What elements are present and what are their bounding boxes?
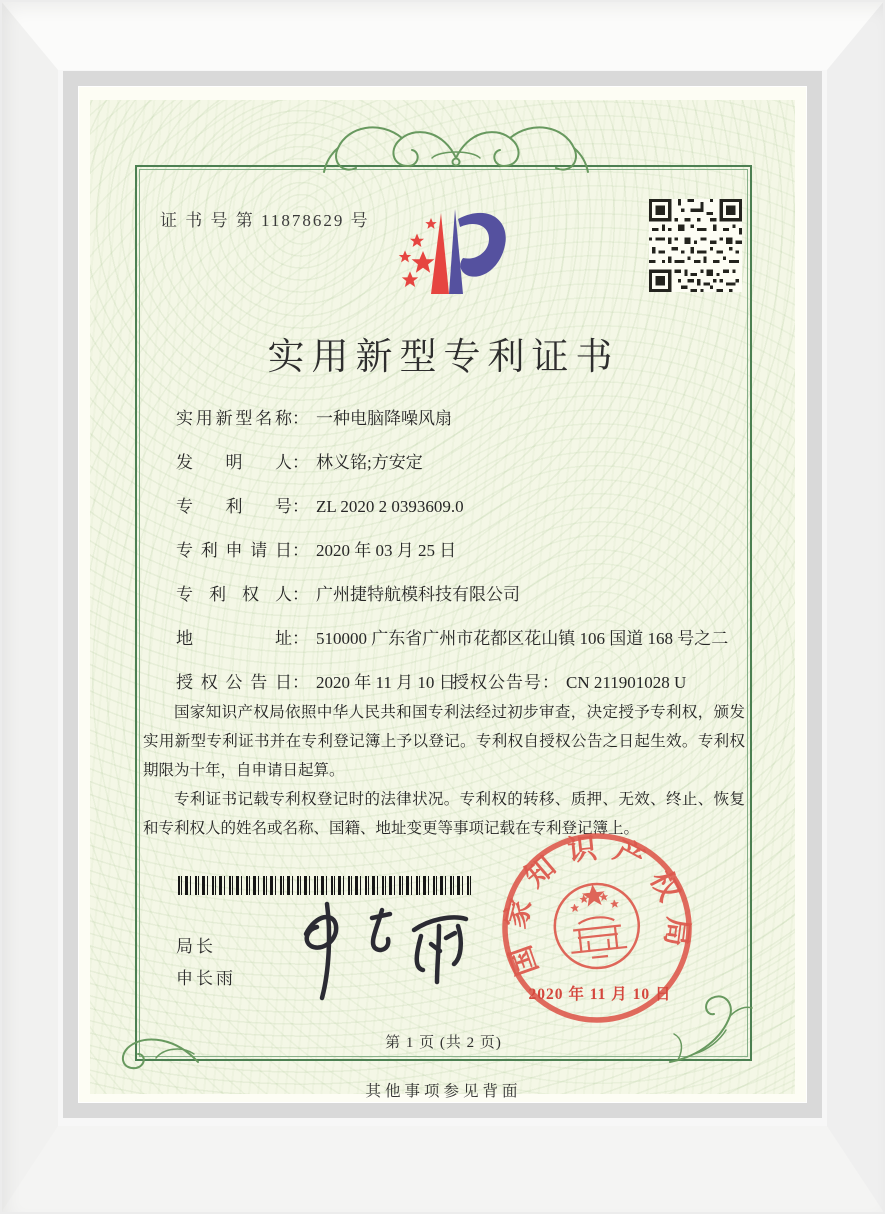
field-grant-number <box>452 674 686 692</box>
certificate-number: 证 书 号 第 11878629 号 <box>160 211 370 230</box>
field-label: 专利号 <box>176 497 292 516</box>
field-label: 实用新型名称 <box>176 409 292 428</box>
seal-org-text: 国家知识产权局 <box>499 831 694 980</box>
field-label: 地址 <box>176 629 292 648</box>
legal-text <box>143 699 745 844</box>
qr-code-icon <box>649 199 742 292</box>
legal-paragraph-2: 专利证书记载专利权登记时的法律状况。专利权的转移、质押、无效、终止、恢复和专利权人的姓名或名称、国籍、地址变更等事项记载在专利登记簿上。 <box>143 790 745 837</box>
field-value: CN 211901028 U <box>566 673 687 692</box>
back-side-note: 其他事项参见背面 <box>365 1083 522 1100</box>
director-title: 局长 <box>176 937 216 956</box>
field-row-filing-date <box>176 542 721 560</box>
field-value: ZL 2020 2 0393609.0 <box>316 497 464 516</box>
colon: ： <box>292 541 309 560</box>
field-value: 林义铭;方安定 <box>316 453 423 472</box>
field-value: 2020 年 11 月 10 日 <box>316 673 456 692</box>
field-row-patent-number <box>176 498 721 516</box>
colon: ： <box>542 673 559 692</box>
colon: ： <box>292 585 309 604</box>
seal-date: 2020 年 11 月 10 日 <box>528 986 672 1003</box>
field-value: 2020 年 03 月 25 日 <box>316 541 457 560</box>
field-value: 广州捷特航模科技有限公司 <box>316 585 520 604</box>
cnipa-logo-icon <box>383 197 511 315</box>
handwritten-signature-icon <box>286 890 496 1006</box>
field-row-grant-date <box>176 674 721 692</box>
page-number: 第 1 页 (共 2 页) <box>385 1035 502 1051</box>
field-row-name <box>176 410 721 428</box>
colon: ： <box>292 673 309 692</box>
field-label: 发明人 <box>176 453 292 472</box>
field-row-patentee <box>176 586 721 604</box>
colon: ： <box>292 409 309 428</box>
field-value: 一种电脑降噪风扇 <box>316 409 452 428</box>
legal-paragraph-1: 国家知识产权局依照中华人民共和国专利法经过初步审查，决定授予专利权，颁发实用新型专利证书并在专利登记簿上予以登记。专利权自授权公告之日起生效。专利权期限为十年，自申请日起算。 <box>143 704 745 779</box>
colon: ： <box>292 453 309 472</box>
colon: ： <box>292 497 309 516</box>
field-row-inventor <box>176 454 721 472</box>
field-row-address <box>176 629 729 648</box>
certificate-title: 实用新型专利证书 <box>267 337 620 378</box>
field-value: 510000 广东省广州市花都区花山镇 106 国道 168 号之二 <box>316 629 729 648</box>
field-label: 授权公告号 <box>452 673 542 692</box>
field-label: 授权公告日 <box>176 673 292 692</box>
field-label: 专利申请日 <box>176 541 292 560</box>
colon: ： <box>292 629 309 648</box>
field-label: 专利权人 <box>176 585 292 604</box>
field-list <box>176 409 729 718</box>
director-name: 申长雨 <box>176 969 236 988</box>
